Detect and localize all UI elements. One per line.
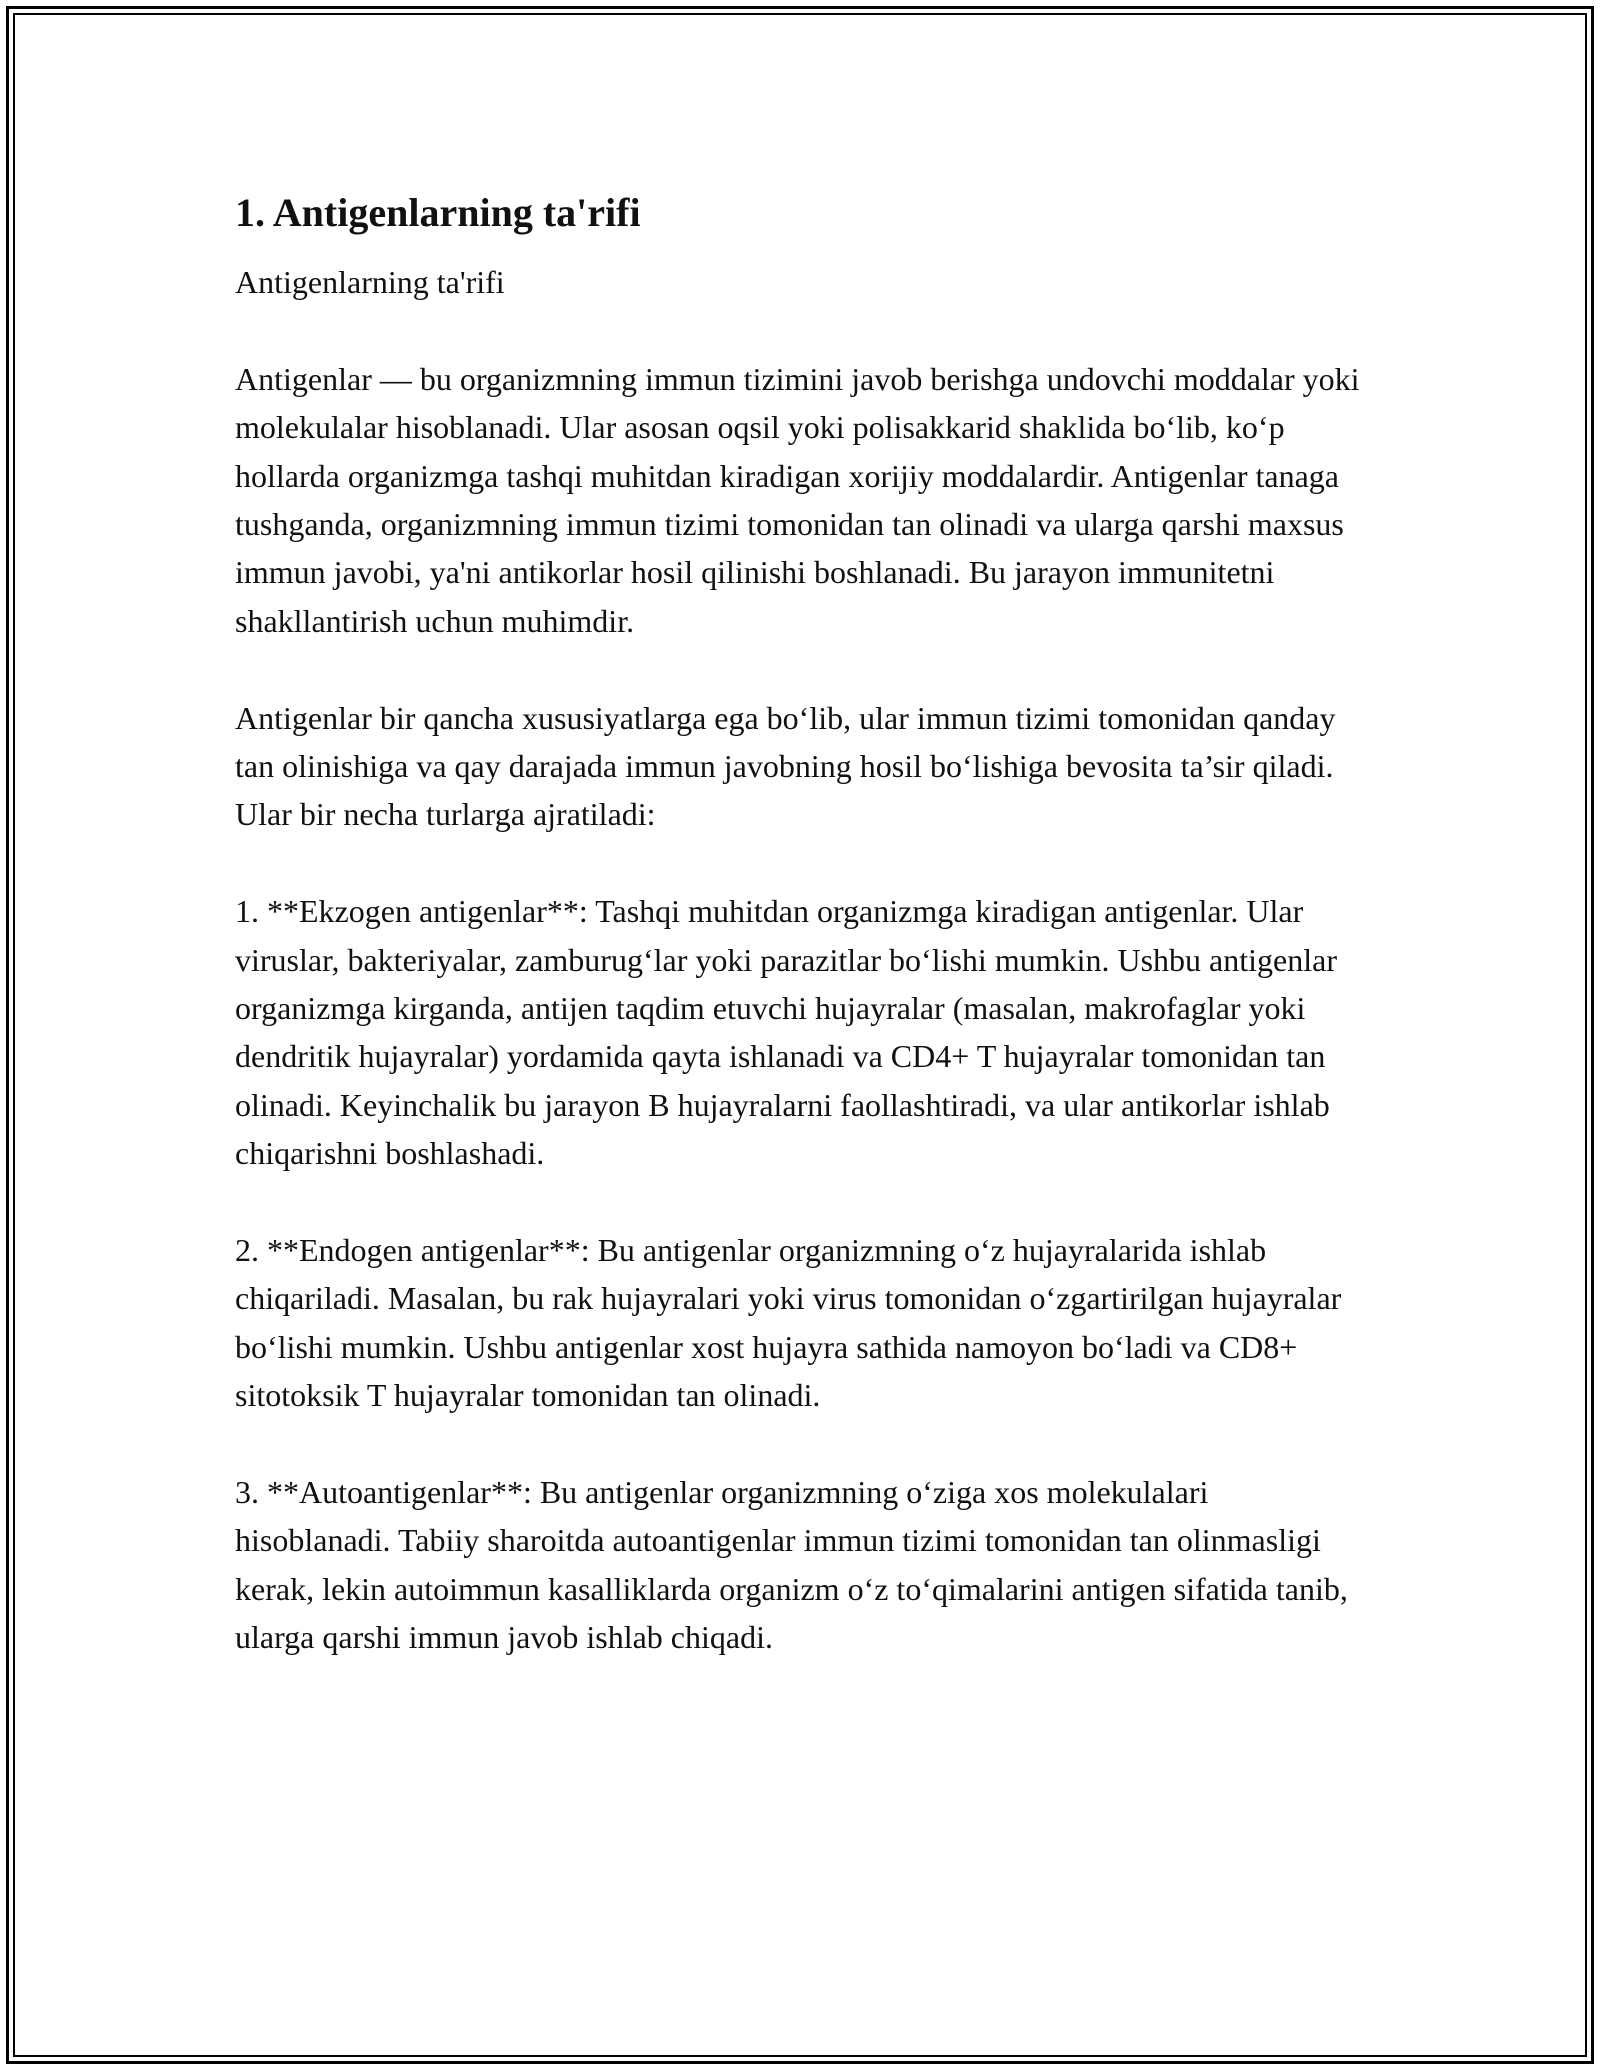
list-item-endogenous: 2. **Endogen antigenlar**: Bu antigenlar organizmning o‘z hujayralarida ishlab chiqariladi. Masalan, bu rak hujayralari yoki virus tomonidan o‘zgartirilgan hujayralar bo‘lishi mumkin. Ushbu antigenlar xost hujayra sathida namoyon bo‘ladi va CD8+ sitotoksik T hujayralar tomonidan tan olinadi. xyxy=(235,1232,1342,1414)
section-heading: 1. Antigenlarning ta'rifi xyxy=(235,190,641,235)
list-item-autoantigens: 3. **Autoantigenlar**: Bu antigenlar organizmning o‘ziga xos molekulalari hisoblanadi. Tabiiy sharoitda autoantigenlar immun tizimi tomonidan tan olinmasligi kerak, lekin autoimmun kasalliklarda organizm o‘z to‘qimalarini antigen sifatida tanib, ularga qarshi immun javob ishlab chiqadi. xyxy=(235,1474,1348,1656)
subtitle-paragraph: Antigenlarning ta'rifi xyxy=(235,264,505,300)
document-body xyxy=(235,186,1370,1710)
properties-paragraph: Antigenlar bir qancha xususiyatlarga ega bo‘lib, ular immun tizimi tomonidan qanday tan olinishiga va qay darajada immun javobning hosil bo‘lishiga bevosita ta’sir qiladi. Ular bir necha turlarga ajratiladi: xyxy=(235,699,1336,833)
list-item-exogenous: 1. **Ekzogen antigenlar**: Tashqi muhitdan organizmga kiradigan antigenlar. Ular viruslar, bakteriyalar, zamburug‘lar yoki parazitlar bo‘lishi mumkin. Ushbu antigenlar organizmga kirganda, antijen taqdim etuvchi hujayralar (masalan, makrofaglar yoki dendritik hujayralar) yordamida qayta ishlanadi va CD4+ T hujayralar tomonidan tan olinadi. Keyinchalik bu jarayon B hujayralarni faollashtiradi, va ular antikorlar ishlab chiqarishni boshlashadi. xyxy=(235,893,1337,1172)
definition-paragraph: Antigenlar — bu organizmning immun tizimini javob berishga undovchi moddalar yoki molekulalar hisoblanadi. Ular asosan oqsil yoki polisakkarid shaklida bo‘lib, ko‘p hollarda organizmga tashqi muhitdan kiradigan xorijiy moddalardir. Antigenlar tanaga tushganda, organizmning immun tizimi tomonidan tan olinadi va ularga qarshi maxsus immun javobi, ya'ni antikorlar hosil qilinishi boshlanadi. Bu jarayon immunitetni shakllantirish uchun muhimdir. xyxy=(235,360,1360,639)
